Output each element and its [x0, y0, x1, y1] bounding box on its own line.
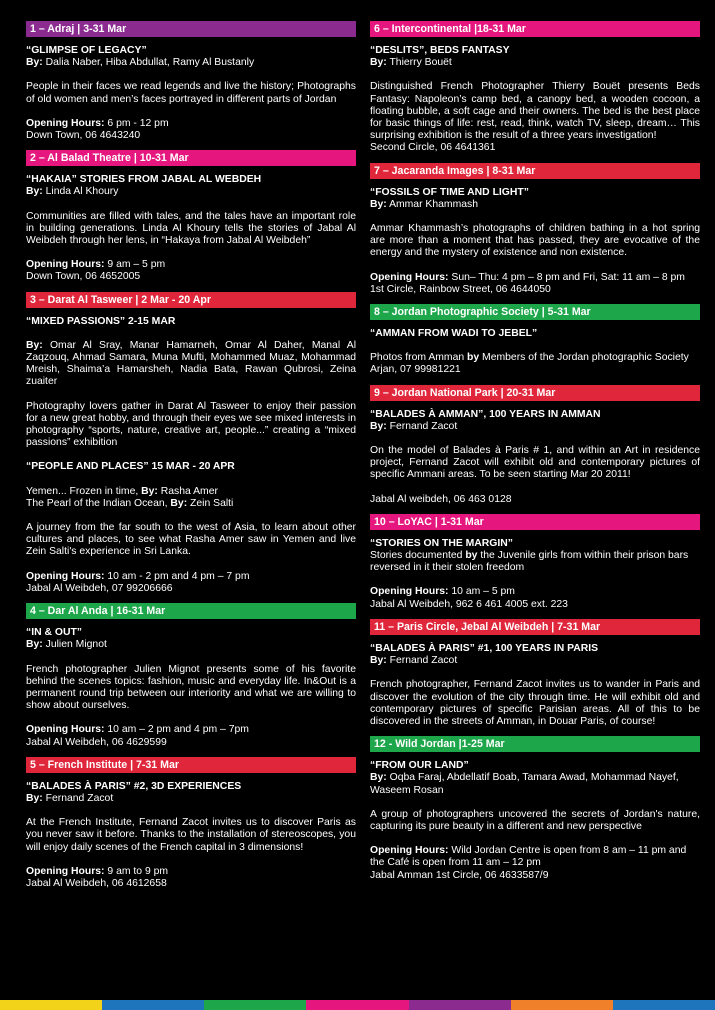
location: Jabal Al Weibdeh, 06 4612658: [26, 877, 167, 889]
opening-hours: Opening Hours: 10 am – 2 pm and 4 pm – 7pm: [26, 724, 249, 736]
byline: By: Omar Al Sray, Manar Hamarneh, Omar Al Daher, Manal Al Zaqzouq, Ahmad Samara, Muna Mufti, Mohammed Muaz, Mohammad Mreish, Shaima’a Hamarsheh, Nadia Bata, Rawan Qubrosi, Zeina zuaiter: [26, 339, 356, 388]
location: Arjan, 07 99981221: [370, 364, 461, 376]
listing-header: 2 – Al Balad Theatre | 10-31 Mar: [26, 150, 356, 166]
byline: By: Fernand Zacot: [370, 420, 458, 432]
stripe-orange: [511, 1000, 613, 1010]
exhibition-title: “AMMAN FROM WADI TO JEBEL”: [370, 328, 538, 340]
byline: By: Oqba Faraj, Abdellatif Boab, Tamara Awad, Mohammad Nayef, Waseem Rosan: [370, 772, 679, 796]
listing-header: 6 – Intercontinental |18-31 Mar: [370, 21, 700, 37]
byline: By: Thierry Bouët: [370, 57, 452, 69]
stripe-pink: [306, 1000, 408, 1010]
listing-header: 12 - Wild Jordan |1-25 Mar: [370, 736, 700, 752]
listing-3-darat-al-tasweer: [26, 292, 356, 595]
listing-header: 3 – Darat Al Tasweer | 2 Mar - 20 Apr: [26, 292, 356, 308]
sub-exhibition-1: Yemen... Frozen in time, By: Rasha Amer: [26, 485, 218, 497]
stripe-blue: [102, 1000, 204, 1010]
description: People in their faces we read legends and live the history; Photographs of old women and men’s faces portrayed in different parts of Jordan: [26, 81, 356, 105]
listing-header: 10 – LoYAC | 1-31 Mar: [370, 514, 700, 530]
location: 1st Circle, Rainbow Street, 06 4644050: [370, 283, 551, 295]
opening-hours: Opening Hours: 6 pm - 12 pm: [26, 117, 169, 129]
location: Jabal Al Weibdeh, 962 6 461 4005 ext. 223: [370, 598, 568, 610]
description: Photography lovers gather in Darat Al Tasweer to enjoy their passion for a new great hobby, and through their eyes we see mixed interests in photography “sports, nature, creative art, people...” creating a “mixed passions” exhibition: [26, 400, 356, 449]
location: Jabal Al Weibdeh, 06 4629599: [26, 736, 167, 748]
exhibition-title: “FROM OUR LAND”: [370, 760, 469, 772]
listing-header: 7 – Jacaranda Images | 8-31 Mar: [370, 163, 700, 179]
byline: By: Linda Al Khoury: [26, 186, 119, 198]
byline: By: Julien Mignot: [26, 639, 107, 651]
color-stripe: [0, 1000, 715, 1010]
exhibition-title: “DESLITS”, BEDS FANTASY: [370, 45, 510, 56]
opening-hours: Opening Hours: 10 am - 2 pm and 4 pm – 7 pm: [26, 570, 250, 582]
listing-12-wild-jordan: [370, 736, 700, 882]
byline: By: Fernand Zacot: [370, 655, 458, 667]
location: Down Town, 06 4652005: [26, 271, 141, 283]
exhibition-title: “STORIES ON THE MARGIN”: [370, 537, 513, 549]
listing-header: 9 – Jordan National Park | 20-31 Mar: [370, 385, 700, 401]
byline: By: Ammar Khammash: [370, 198, 478, 210]
sub-exhibition-2: The Pearl of the Indian Ocean, By: Zein Salti: [26, 497, 234, 509]
listing-header: 1 – Adraj | 3-31 Mar: [26, 21, 356, 37]
listing-4-dar-al-anda: [26, 603, 356, 749]
location: Down Town, 06 4643240: [26, 130, 141, 142]
opening-hours: Opening Hours: Wild Jordan Centre is open from 8 am – 11 pm and the Café is open from 11 am – 12 pm: [370, 845, 687, 869]
exhibition-title: “IN & OUT”: [26, 627, 82, 639]
description: French photographer, Fernand Zacot invites us to wander in Paris and discover the evolution of the city through time. He will exhibit old and contemporary pictures of specific Parisian areas. All of this to be discovered in the streets of Amman, in Douar Paris, of course!: [370, 679, 700, 727]
description: At the French Institute, Fernand Zacot invites us to discover Paris as you never saw it before. Thanks to the installation of stereoscopes, you will enjoy daily scenes of the French capital in 3 dimensions!: [26, 817, 356, 853]
right-column: [370, 21, 700, 890]
listing-1-adraj: [26, 21, 356, 142]
description: On the model of Balades à Paris # 1, and within an Art in residence project, Fernand Zacot will exhibit old and contemporary pictures of specific Ammani areas. To be seen starting Mar 20 2011!: [370, 445, 700, 481]
exhibition-title: “BALADES À AMMAN”, 100 YEARS IN AMMAN: [370, 408, 601, 420]
exhibition-title: “BALADES À PARIS” #2, 3D EXPERIENCES: [26, 780, 242, 792]
description: Photos from Amman by Members of the Jordan photographic Society: [370, 352, 689, 364]
exhibition-title-2: “PEOPLE AND PLACES” 15 MAR - 20 APR: [26, 461, 235, 473]
stripe-purple: [409, 1000, 511, 1010]
listing-10-loyac: [370, 514, 700, 611]
stripe-green: [204, 1000, 306, 1010]
listing-9-jordan-national-park: [370, 385, 700, 506]
listing-6-intercontinental: [370, 21, 700, 155]
byline: By: Fernand Zacot: [26, 792, 114, 804]
stripe-blue-2: [613, 1000, 715, 1010]
listing-8-jordan-photographic-society: [370, 304, 700, 377]
location: Jabal Al Weibdeh, 07 99206666: [26, 582, 173, 594]
listing-header: 8 – Jordan Photographic Society | 5-31 Mar: [370, 304, 700, 320]
listing-7-jacaranda-images: [370, 163, 700, 296]
listing-header: 4 – Dar Al Anda | 16-31 Mar: [26, 603, 356, 619]
listing-header: 5 – French Institute | 7-31 Mar: [26, 757, 356, 773]
description: Distinguished French Photographer Thierry Bouët presents Beds Fantasy: Napoleon’s camp bed, a canopy bed, a wooden cocoon, a floating bubble, a soft cage and their owners. The bed is the best place for basic things of life: rest, read, think, watch TV, sleep, dream… This surprising exhibition is the result of a three years investigation!: [370, 81, 700, 142]
listing-header: 11 – Paris Circle, Jebal Al Weibdeh | 7-31 Mar: [370, 619, 700, 635]
exhibition-title: “HAKAIA” STORIES FROM JABAL AL WEBDEH: [26, 174, 262, 186]
description: Communities are filled with tales, and the tales have an important role in building generations. Linda Al Khoury tells the stories of Jabal Al Weibdeh through her lens, in “Hakaya from Jabal Al Weibdeh”: [26, 210, 356, 247]
exhibition-title: “GLIMPSE OF LEGACY”: [26, 45, 147, 56]
description: A group of photographers uncovered the secrets of Jordan's nature, capturing its pure beauty in a different and new perspective: [370, 808, 700, 832]
location: Jabal Amman 1st Circle, 06 4633587/9: [370, 869, 549, 881]
byline: By: Dalia Naber, Hiba Abdullat, Ramy Al Bustanly: [26, 57, 255, 69]
description: French photographer Julien Mignot presents some of his favorite behind the scenes topics: fashion, music and everyday life. In&Out is a permanent round trip between our interiority and what we are willing to show about ourselves.: [26, 663, 356, 712]
left-column: [26, 21, 356, 898]
exhibition-title: “MIXED PASSIONS” 2-15 MAR: [26, 315, 176, 327]
description: Ammar Khammash’s photographs of children bathing in a hot spring are more than a moment that has passed, they are evocative of the energy and the mystery of existence and non existence.: [370, 223, 700, 259]
listing-5-french-institute: [26, 757, 356, 890]
opening-hours: Opening Hours: 10 am – 5 pm: [370, 586, 515, 598]
exhibition-title: “FOSSILS OF TIME AND LIGHT”: [370, 186, 529, 198]
description-2: A journey from the far south to the west of Asia, to learn about other cultures and places, to see what Rasha Amer saw in Yemen and live Zein Salti's experience in Sri Lanka.: [26, 522, 356, 558]
listing-11-paris-circle: [370, 619, 700, 728]
location: Jabal Al weibdeh, 06 463 0128: [370, 493, 512, 505]
opening-hours: Opening Hours: Sun– Thu: 4 pm – 8 pm and Fri, Sat: 11 am – 8 pm: [370, 271, 685, 283]
opening-hours: Opening Hours: 9 am – 5 pm: [26, 259, 166, 271]
stripe-yellow: [0, 1000, 102, 1010]
exhibition-title: “BALADES À PARIS” #1, 100 YEARS IN PARIS: [370, 642, 599, 654]
listing-2-al-balad-theatre: [26, 150, 356, 283]
description: Stories documented by the Juvenile girls from within their prison bars reversed in it their stolen freedom: [370, 550, 689, 574]
opening-hours: Opening Hours: 9 am to 9 pm: [26, 865, 169, 877]
location: Second Circle, 06 4641361: [370, 142, 496, 154]
